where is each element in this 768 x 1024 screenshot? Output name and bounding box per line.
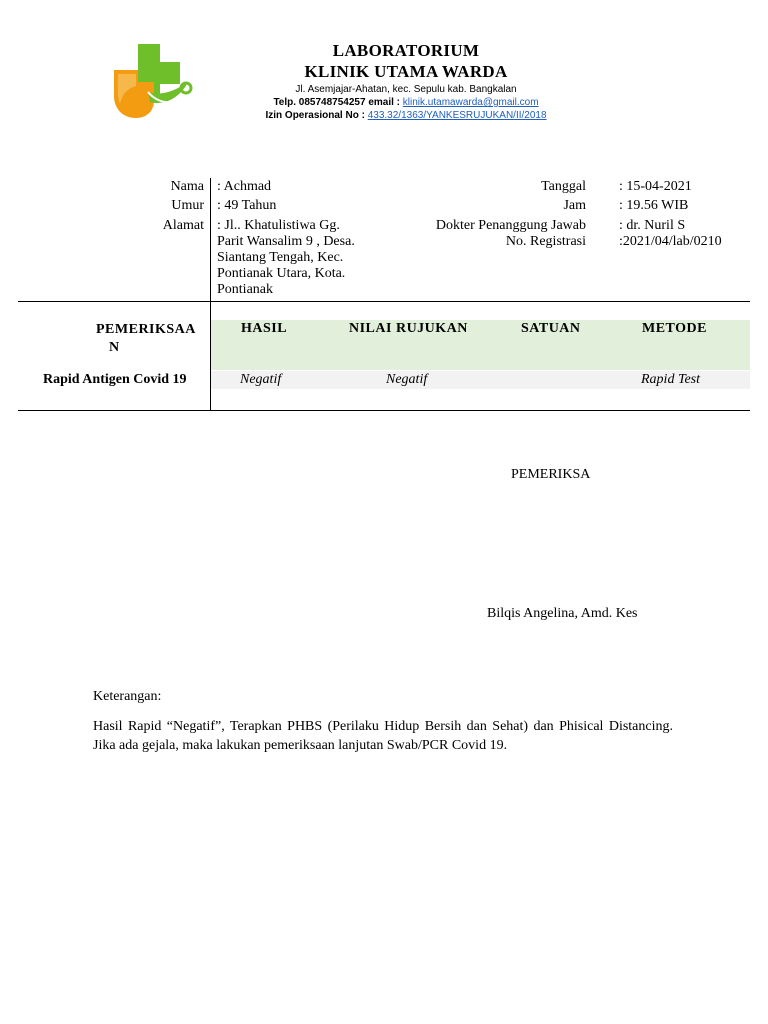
info-divider [210,178,211,301]
tanggal-value: : 15-04-2021 [619,179,692,194]
alamat-line: Pontianak Utara, Kota. [217,266,346,281]
contact-line [200,97,612,108]
email-link[interactable]: klinik.utamawarda@gmail.com [402,97,539,108]
lab-title: LABORATORIUM [332,41,480,60]
row-nilai-rujukan: Negatif [386,372,428,387]
alamat-value [217,218,397,298]
examiner-role: PEMERIKSA [511,467,591,482]
logo-dot [181,83,191,93]
alamat-label: Alamat [162,218,204,233]
permit-label: Izin Operasional No : [265,110,368,121]
phone-text: Telp. 085748754257 email : [273,97,403,108]
permit-line [200,110,612,121]
registrasi-value: :2021/04/lab/0210 [619,234,722,249]
tanggal-label: Tanggal [541,179,586,194]
header-nilai-rujukan: NILAI RUJUKAN [349,321,468,336]
header-pemeriksaan: PEMERIKSAA N [96,322,196,355]
dokter-value: : dr. Nuril S [619,218,686,233]
jam-label: Jam [563,198,586,213]
registrasi-label: No. Registrasi [505,234,586,249]
nama-label: Nama [170,179,204,194]
row-metode: Rapid Test [641,372,700,387]
dokter-label: Dokter Penanggung Jawab [435,218,586,233]
row-pemeriksaan: Rapid Antigen Covid 19 [43,372,187,387]
permit-number[interactable]: 433.32/1363/YANKESRUJUKAN/II/2018 [367,110,547,121]
examiner-name: Bilqis Angelina, Amd. Kes [487,606,638,621]
alamat-line: Siantang Tengah, Kec. [217,250,344,265]
clinic-address: Jl. Asemjajar-Ahatan, kec. Sepulu kab. Bangkalan [295,84,517,95]
alamat-line: : Jl.. Khatulistiwa Gg. [217,218,340,233]
table-bottom-border [18,410,750,411]
alamat-line: Pontianak [217,282,273,297]
clinic-name: KLINIK UTAMA WARDA [304,62,508,81]
nama-value: : Achmad [217,179,272,194]
row-hasil: Negatif [240,372,282,387]
header-metode: METODE [642,321,707,336]
header-hasil: HASIL [241,321,288,336]
table-top-border [18,301,750,302]
notes-label: Keterangan: [93,689,162,704]
table-column-divider [210,301,211,410]
clinic-logo [108,42,200,122]
jam-value: : 19.56 WIB [619,198,689,213]
umur-label: Umur [171,198,204,213]
header-satuan: SATUAN [521,321,581,336]
umur-value: : 49 Tahun [217,198,277,213]
notes-text: Hasil Rapid “Negatif”, Terapkan PHBS (Perilaku Hidup Bersih dan Sehat) dan Phisical Distancing. Jika ada gejala, maka lakukan pemeriksaan lanjutan Swab/PCR Covid 19. [93,719,673,753]
alamat-line: Parit Wansalim 9 , Desa. [217,234,355,249]
